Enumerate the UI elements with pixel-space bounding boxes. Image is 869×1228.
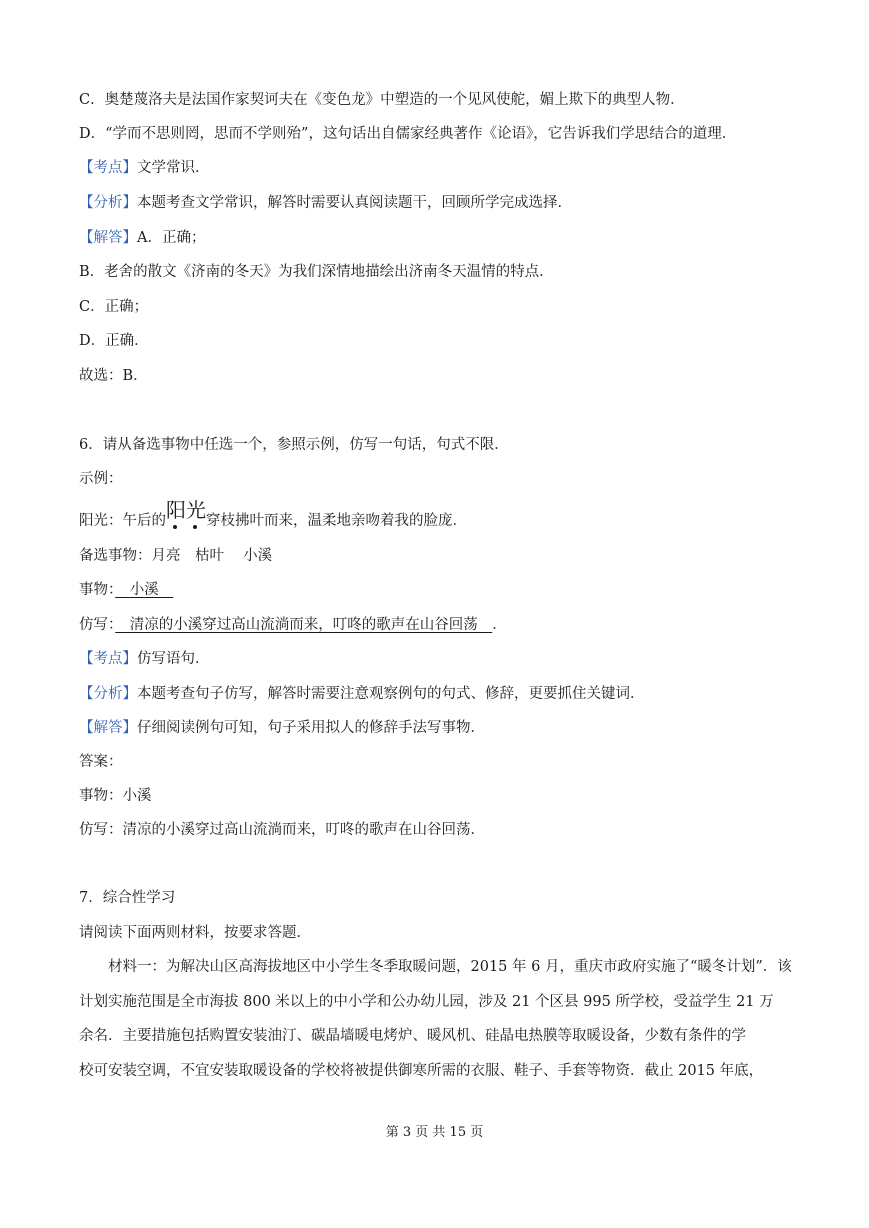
- imitation-label: 仿写：: [79, 617, 116, 633]
- q6-example-label: 示例：: [79, 471, 123, 487]
- kaodian-tag: 【考点】: [79, 651, 137, 667]
- fenxi-tag: 【分析】: [79, 686, 137, 702]
- q6-kaodian: [79, 649, 790, 669]
- q7-material1-line2: 计划实施范围是全市海拔 800 米以上的中小学和公办幼儿园，涉及 21 个区县 995 所学校，受益学生 21 万: [79, 994, 774, 1010]
- emphasis-dot-icon: [173, 525, 177, 529]
- q6-imitation: [79, 615, 790, 635]
- q6-answer-label: 答案：: [79, 754, 123, 770]
- q5-jieda: [79, 228, 790, 248]
- example-emphasis: [166, 500, 206, 520]
- example-pre: 阳光：午后的: [79, 513, 166, 529]
- imitation-end: ．: [492, 617, 507, 633]
- fenxi-text: 本题考查句子仿写，解答时需要注意观察例句的句式、修辞，更要抓住关键词．: [137, 686, 645, 702]
- imitation-answer: 清凉的小溪穿过高山流淌而来，叮咚的歌声在山谷回荡: [115, 617, 493, 633]
- kaodian-text: 仿写语句．: [137, 651, 210, 667]
- q6-example: [79, 498, 790, 531]
- thing-answer: 小溪: [115, 582, 174, 598]
- jieda-text: 仔细阅读例句可知，句子采用拟人的修辞手法写事物．: [137, 720, 485, 736]
- example-post: 穿枝拂叶而来，温柔地亲吻着我的脸庞．: [206, 513, 467, 529]
- option-c-line: C．奥楚蔑洛夫是法国作家契诃夫在《变色龙》中塑造的一个见风使舵，媚上欺下的典型人物．: [79, 92, 685, 108]
- q7-material1-line4: 校可安装空调，不宜安装取暖设备的学校将被提供御寒所需的衣服、鞋子、手套等物资．截止 2015 年底，: [79, 1063, 764, 1079]
- q5-option-b: B．老舍的散文《济南的冬天》为我们深情地描绘出济南冬天温情的特点．: [79, 264, 554, 280]
- example-emphasis-text: 阳光: [166, 498, 206, 522]
- page-footer: 第 3 页 共 15 页: [385, 1125, 484, 1140]
- q6-thing: [79, 580, 790, 600]
- option-d-line: D．“学而不思则罔，思而不学则殆”，这句话出自儒家经典著作《论语》，它告诉我们学思结合的道理．: [79, 126, 737, 142]
- kaodian-tag: 【考点】: [79, 160, 137, 176]
- q5-option-c: C．正确；: [79, 299, 149, 315]
- fenxi-text: 本题考查文学常识，解答时需要认真阅读题干，回顾所学完成选择．: [137, 195, 572, 211]
- q6-answer-imitation: 仿写：清凉的小溪穿过高山流淌而来，叮咚的歌声在山谷回荡．: [79, 822, 485, 838]
- q6-fenxi: [79, 684, 790, 704]
- jieda-tag: 【解答】: [79, 720, 137, 736]
- thing-label: 事物：: [79, 582, 116, 598]
- q5-fenxi: [79, 193, 790, 213]
- kaodian-text: 文学常识．: [137, 160, 210, 176]
- q6-jieda: [79, 718, 790, 738]
- emphasis-dot-icon: [193, 525, 197, 529]
- q5-option-d: D．正确．: [79, 333, 149, 349]
- q5-choice: 故选：B．: [79, 368, 148, 384]
- jieda-text: A．正确；: [137, 230, 206, 246]
- q6-options: 备选事物：月亮 枯叶 小溪: [79, 548, 273, 564]
- jieda-tag: 【解答】: [79, 230, 137, 246]
- q7-title: 7．综合性学习: [79, 890, 176, 906]
- q7-material1-line3: 余名．主要措施包括购置安装油汀、碳晶墙暖电烤炉、暖风机、硅晶电热膜等取暖设备，少数有条件的学: [79, 1028, 746, 1044]
- q7-instruction: 请阅读下面两则材料，按要求答题．: [79, 925, 311, 941]
- fenxi-tag: 【分析】: [79, 195, 137, 211]
- q6-prompt: 6．请从备选事物中任选一个，参照示例，仿写一句话，句式不限．: [79, 437, 509, 453]
- q7-material1-line1: 材料一：为解决山区高海拔地区中小学生冬季取暖问题，2015 年 6 月，重庆市政府实施了“暖冬计划”．该: [79, 959, 792, 975]
- q5-kaodian: [79, 158, 790, 178]
- q6-answer-thing: 事物：小溪: [79, 788, 152, 804]
